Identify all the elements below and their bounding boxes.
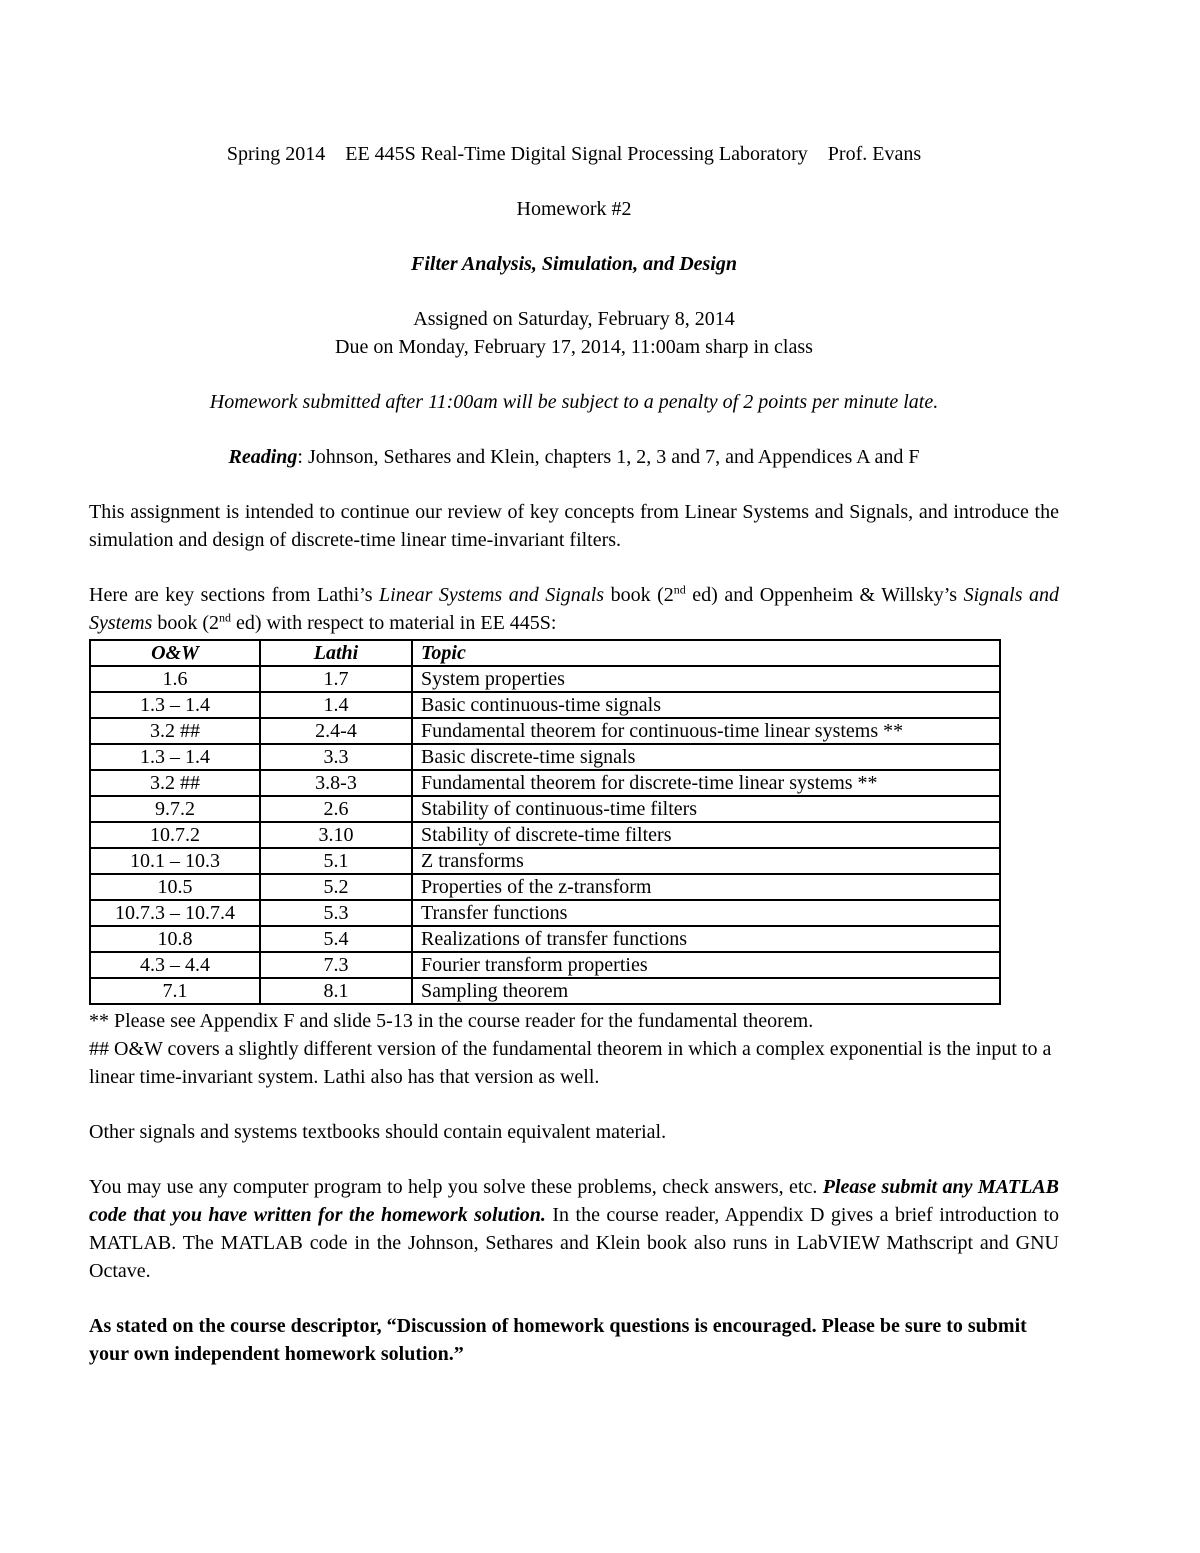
cell-ow: 10.8 [90,926,260,952]
date-block [89,305,1059,361]
cell-lathi: 8.1 [260,978,412,1004]
lathi-book-title: Linear Systems and Signals [379,584,605,606]
sections-intro-text-1: Here are key sections from Lathi’s [89,584,380,606]
cell-ow: 10.5 [90,874,260,900]
cell-lathi: 2.4-4 [260,718,412,744]
cell-lathi: 3.3 [260,744,412,770]
reading-text: Johnson, Sethares and Klein, chapters 1, 2, 3 and 7, and Appendices A and F [307,446,920,468]
cell-ow: 10.7.2 [90,822,260,848]
cell-lathi: 7.3 [260,952,412,978]
table-row [90,770,1000,796]
matlab-paragraph [89,1173,1059,1285]
cell-lathi: 5.4 [260,926,412,952]
homework-subject: Filter Analysis, Simulation, and Design [410,253,737,275]
cell-lathi: 3.10 [260,822,412,848]
cell-topic: Fundamental theorem for continuous-time linear systems ** [412,718,1000,744]
intro-paragraph: This assignment is intended to continue our review of key concepts from Linear Systems and Signals, and introduce the simulation and design of discrete-time linear time-invariant filters. [89,501,1059,551]
cell-lathi: 5.1 [260,848,412,874]
table-row [90,848,1000,874]
cell-topic: Fourier transform properties [412,952,1000,978]
cell-topic: Basic discrete-time signals [412,744,1000,770]
matlab-emphasis: Please submit any MATLAB code that you have written for the homework solution. [89,1176,1059,1226]
table-row [90,952,1000,978]
cell-ow: 7.1 [90,978,260,1004]
cell-ow: 1.3 – 1.4 [90,692,260,718]
discussion-policy: As stated on the course descriptor, “Discussion of homework questions is encouraged. Please be sure to submit your own independent homework solution.” [89,1315,1027,1365]
header-ow: O&W [90,640,260,666]
instructor-name: Prof. Evans [827,143,922,165]
note-ow-version: ## O&W covers a slightly different version of the fundamental theorem in which a complex exponential is the input to a linear time-invariant system. Lathi also has that version as well. [89,1038,1052,1088]
header-lathi: Lathi [260,640,412,666]
table-body [90,666,1000,1004]
reading-label: Reading [228,446,298,468]
cell-ow: 4.3 – 4.4 [90,952,260,978]
sections-intro [89,581,1059,637]
cell-ow: 9.7.2 [90,796,260,822]
course-name: EE 445S Real-Time Digital Signal Processing Laboratory [345,143,808,165]
cell-lathi: 1.7 [260,666,412,692]
course-header [89,140,1059,168]
cell-ow: 1.3 – 1.4 [90,744,260,770]
sections-intro-text-4: book (2 [152,612,219,634]
cell-topic: Transfer functions [412,900,1000,926]
cell-topic: Stability of continuous-time filters [412,796,1000,822]
table-row [90,796,1000,822]
due-date: Due on Monday, February 17, 2014, 11:00am sharp in class [335,336,813,358]
header-topic: Topic [412,640,1000,666]
table-row [90,874,1000,900]
cell-topic: Realizations of transfer functions [412,926,1000,952]
table-row [90,692,1000,718]
table-row [90,822,1000,848]
table-row [90,900,1000,926]
cell-lathi: 5.2 [260,874,412,900]
sections-intro-text-2: book (2 [604,584,674,606]
sections-table [89,639,1001,1005]
cell-topic: Sampling theorem [412,978,1000,1004]
note-fundamental-theorem: ** Please see Appendix F and slide 5-13 in the course reader for the fundamental theorem. [89,1010,814,1032]
cell-topic: Stability of discrete-time filters [412,822,1000,848]
table-header-row [90,640,1000,666]
cell-ow: 10.7.3 – 10.7.4 [90,900,260,926]
table-notes [89,1007,1059,1091]
cell-topic: Basic continuous-time signals [412,692,1000,718]
cell-lathi: 2.6 [260,796,412,822]
cell-topic: Fundamental theorem for discrete-time linear systems ** [412,770,1000,796]
table-row [90,666,1000,692]
cell-lathi: 5.3 [260,900,412,926]
cell-lathi: 1.4 [260,692,412,718]
late-penalty-notice: Homework submitted after 11:00am will be subject to a penalty of 2 points per minute late. [209,391,939,413]
table-row [90,718,1000,744]
reading-assignment: Reading: Johnson, Sethares and Klein, chapters 1, 2, 3 and 7, and Appendices A and F [228,446,920,468]
document-page [89,140,1059,1368]
homework-title: Homework #2 [516,198,632,220]
edition-superscript-2: nd [219,610,231,625]
table-row [90,744,1000,770]
sections-intro-text-3: ed) and Oppenheim & Willsky’s [685,584,964,606]
sections-intro-text-5: ed) with respect to material in EE 445S: [231,612,557,634]
cell-lathi: 3.8-3 [260,770,412,796]
cell-topic: System properties [412,666,1000,692]
assigned-date: Assigned on Saturday, February 8, 2014 [413,308,735,330]
table-row [90,926,1000,952]
cell-ow: 3.2 ## [90,718,260,744]
edition-superscript-1: nd [673,582,686,597]
semester-label: Spring 2014 [226,143,326,165]
cell-ow: 1.6 [90,666,260,692]
cell-ow: 3.2 ## [90,770,260,796]
cell-topic: Properties of the z-transform [412,874,1000,900]
matlab-text-2: In the course reader, Appendix D gives a brief introduction to MATLAB. The MATLAB code in the Johnson, Sethares and Klein book also runs in LabVIEW Mathscript and GNU Octave. [89,1204,1059,1282]
matlab-text-1: You may use any computer program to help you solve these problems, check answers, etc. [89,1176,823,1198]
cell-topic: Z transforms [412,848,1000,874]
cell-ow: 10.1 – 10.3 [90,848,260,874]
other-textbooks-note: Other signals and systems textbooks should contain equivalent material. [89,1121,667,1143]
table-row [90,978,1000,1004]
ow-book-title: Signals and Systems [89,584,1059,634]
